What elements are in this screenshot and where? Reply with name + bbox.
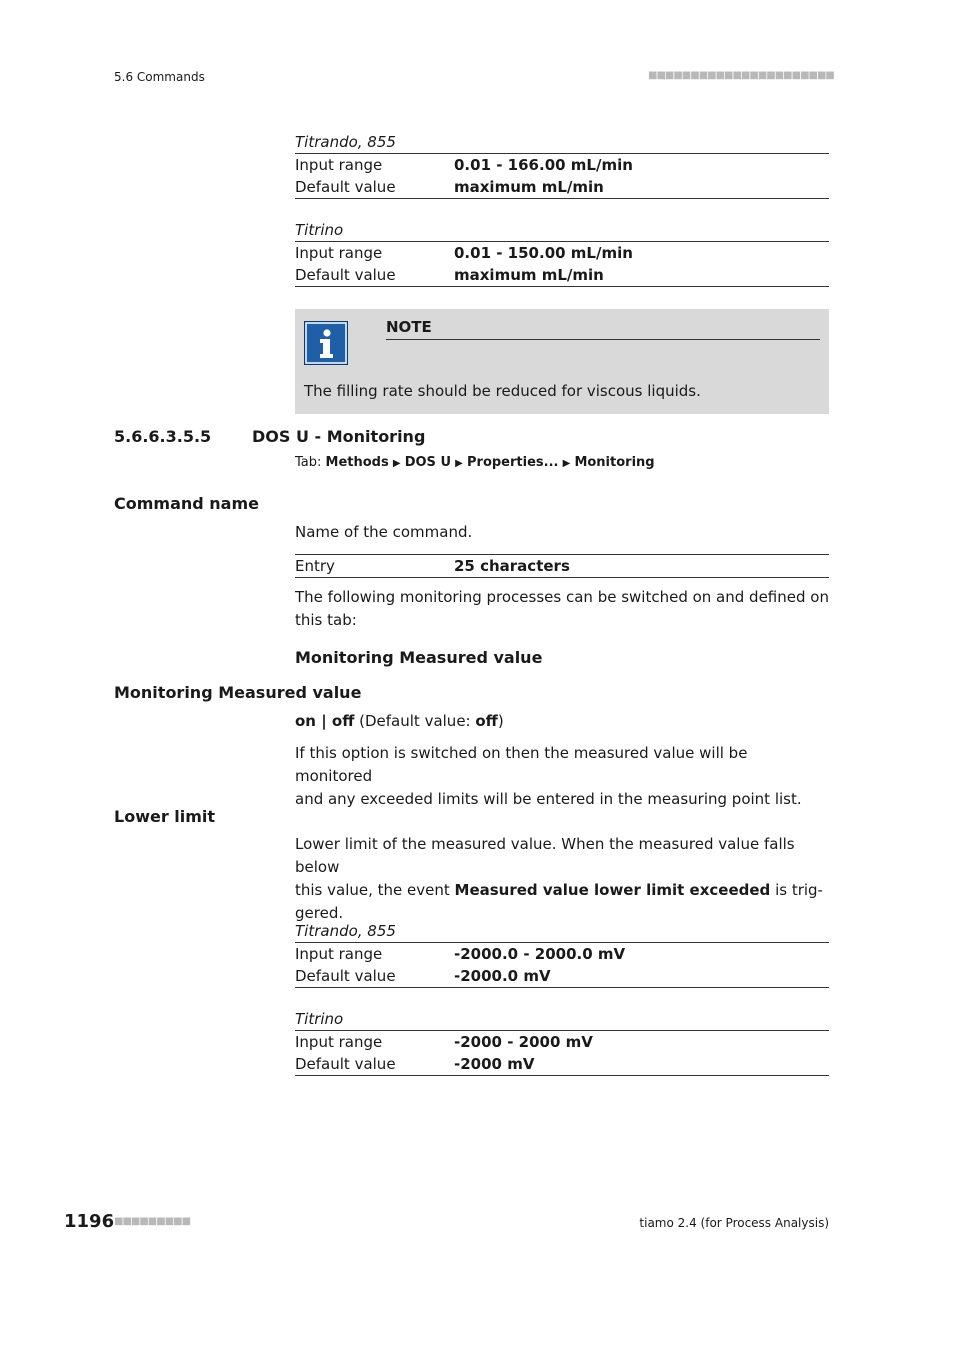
path-arrow-icon: ▶ (455, 458, 463, 469)
intro-paragraph (295, 586, 829, 632)
note-text: The filling rate should be reduced for viscous liquids. (304, 382, 701, 400)
spec-row (295, 1031, 829, 1053)
monitoring-options (295, 710, 829, 733)
running-header: 5.6 Commands (114, 70, 205, 84)
lower-limit-desc (295, 833, 829, 925)
tab-path (295, 455, 655, 470)
spec-label: Input range (295, 945, 383, 963)
spec-row (295, 242, 829, 264)
spec-title: Titrino (295, 221, 344, 239)
path-methods: Methods (325, 455, 389, 470)
spec-row (295, 154, 829, 176)
spec-value: -2000.0 - 2000.0 mV (454, 945, 626, 963)
spec-row (295, 965, 829, 987)
tab-prefix: Tab: (295, 455, 322, 470)
spec-value: maximum mL/min (454, 266, 604, 284)
spec-label: Default value (295, 266, 396, 284)
entry-value: 25 characters (454, 557, 570, 575)
note-title: NOTE (386, 318, 820, 340)
section-number: 5.6.6.3.5.5 (114, 427, 212, 446)
spec-value: 0.01 - 166.00 mL/min (454, 156, 633, 174)
spec-row (295, 943, 829, 965)
desc-line (295, 879, 829, 902)
spec-value: -2000.0 mV (454, 967, 551, 985)
desc-line: If this option is switched on then the measured value will be monitored (295, 744, 748, 785)
path-arrow-icon: ▶ (562, 458, 571, 469)
spec-label: Default value (295, 178, 396, 196)
spec-label: Default value (295, 1055, 396, 1073)
spec-label: Input range (295, 1033, 383, 1051)
command-name-heading: Command name (114, 494, 259, 513)
spec-label: Input range (295, 156, 383, 174)
default-value: off (475, 712, 498, 730)
monitoring-subheading: Monitoring Measured value (295, 648, 543, 667)
entry-row (295, 554, 829, 578)
default-prefix: (Default value: (354, 712, 476, 730)
note-box (295, 309, 829, 414)
spec-value: -2000 - 2000 mV (454, 1033, 593, 1051)
spec-value: -2000 mV (454, 1055, 535, 1073)
path-properties: Properties... (467, 455, 559, 470)
desc-line: Lower limit of the measured value. When the measured value falls below (295, 835, 795, 876)
default-suffix: ) (497, 712, 504, 730)
monitoring-heading: Monitoring Measured value (114, 683, 362, 702)
spec-label: Input range (295, 244, 383, 262)
path-dos-u: DOS U (404, 455, 452, 470)
text-run: is trig- (770, 881, 823, 899)
spec-label: Default value (295, 967, 396, 985)
command-name-desc: Name of the command. (295, 523, 473, 541)
spec-value: maximum mL/min (454, 178, 604, 196)
option-values: on | off (295, 712, 355, 730)
desc-line: gered. (295, 904, 344, 922)
header-decoration: ■■■■■■■■■■■■■■■■■■■■■■ (648, 70, 834, 81)
page-number: 1196 (64, 1211, 115, 1232)
info-icon (304, 321, 348, 365)
spec-table-titrino-limit (295, 1008, 829, 1076)
spec-title: Titrino (295, 1010, 344, 1028)
entry-label: Entry (295, 557, 335, 575)
desc-line: and any exceeded limits will be entered in the measuring point list. (295, 790, 802, 808)
monitoring-desc (295, 742, 829, 811)
spec-title: Titrando, 855 (295, 133, 396, 151)
spec-value: 0.01 - 150.00 mL/min (454, 244, 633, 262)
spec-row (295, 176, 829, 198)
product-name: tiamo 2.4 (for Process Analysis) (639, 1216, 829, 1230)
intro-line: The following monitoring processes can be switched on and defined on (295, 588, 829, 606)
path-monitoring: Monitoring (574, 455, 655, 470)
section-title: DOS U - Monitoring (252, 427, 426, 446)
spec-row (295, 1053, 829, 1075)
lower-limit-heading: Lower limit (114, 807, 216, 826)
spec-table-titrino-rate (295, 219, 829, 287)
intro-line: this tab: (295, 611, 357, 629)
footer-decoration: ■■■■■■■■■ (114, 1216, 191, 1227)
path-arrow-icon: ▶ (392, 458, 401, 469)
text-run: this value, the event (295, 881, 455, 899)
spec-row (295, 264, 829, 286)
spec-table-titrando-limit (295, 920, 829, 988)
spec-table-titrando-rate (295, 131, 829, 199)
spec-title: Titrando, 855 (295, 922, 396, 940)
event-name: Measured value lower limit exceeded (454, 881, 771, 899)
